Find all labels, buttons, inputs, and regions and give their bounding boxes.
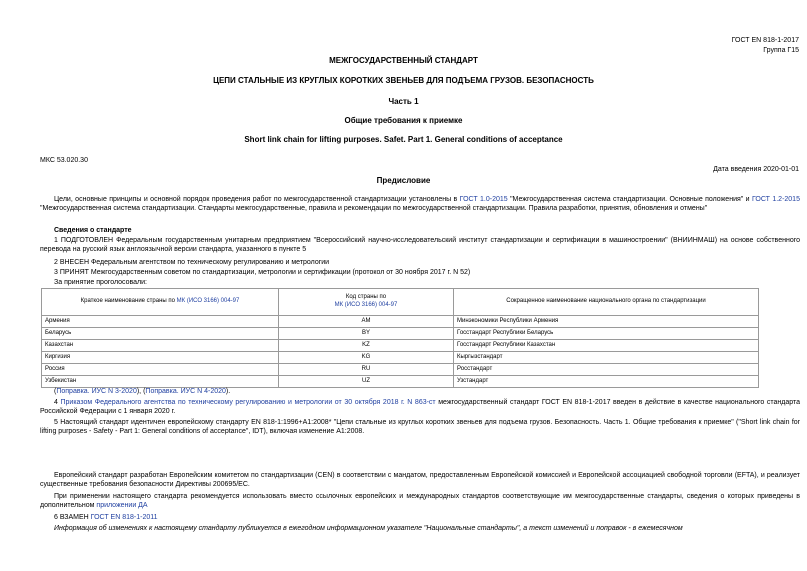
group-code: Группа Г15 bbox=[763, 47, 799, 54]
amendments-line bbox=[54, 387, 230, 396]
col-country-header-text: Краткое наименование страны по bbox=[80, 298, 177, 305]
gost-1-2-link[interactable]: ГОСТ 1.2-2015 bbox=[751, 196, 800, 203]
document-title: ЦЕПИ СТАЛЬНЫЕ ИЗ КРУГЛЫХ КОРОТКИХ ЗВЕНЬЕВ ДЛЯ ПОДЪЕМА ГРУЗОВ. БЕЗОПАСНОСТЬ bbox=[213, 76, 594, 85]
doc-code: ГОСТ EN 818-1-2017 bbox=[731, 37, 799, 44]
mks-code: МКС 53.020.30 bbox=[40, 157, 88, 164]
code-cell: UZ bbox=[279, 376, 454, 388]
part-label: Часть 1 bbox=[388, 97, 419, 106]
body-cell: Росстандарт bbox=[454, 364, 759, 376]
code-cell: BY bbox=[279, 328, 454, 340]
amendment-link-1[interactable]: Поправка. ИУС N 3-2020 bbox=[56, 388, 137, 395]
table-row bbox=[42, 340, 759, 352]
item-5: 5 Настоящий стандарт идентичен европейскому стандарту EN 818-1:1996+A1:2008* "Цепи стальные из круглых коротких звеньев для подъема грузов. Безопасность. Часть 1. Общие требования к приемке" ("Short link chain for lifting purposes - Safety - Part 1: General conditions of acceptance", IDT), включая изменение A1:2008. bbox=[40, 419, 800, 436]
intro-date: Дата введения 2020-01-01 bbox=[713, 166, 799, 173]
amendment-link-2[interactable]: Поправка. ИУС N 4-2020 bbox=[145, 388, 226, 395]
body-cell: Узстандарт bbox=[454, 376, 759, 388]
item-2: 2 ВНЕСЕН Федеральным агентством по техническому регулированию и метрологии bbox=[54, 259, 330, 266]
col-body-header: Сокращенное наименование национального органа по стандартизации bbox=[454, 289, 759, 316]
item-4-num: 4 bbox=[54, 399, 61, 406]
mk-link-header-1[interactable]: МК (ИСО 3166) 004-97 bbox=[176, 298, 240, 305]
col-code-header bbox=[279, 289, 454, 316]
col-country-header bbox=[42, 289, 279, 316]
member-countries-table bbox=[41, 288, 759, 388]
application-text: При применении настоящего стандарта рекомендуется использовать вместо ссылочных европейских и международных стандартов соответствующие им межгосударственные стандарты, сведения о которых приведены в дополнительном bbox=[40, 493, 800, 510]
european-standard-paragraph: Европейский стандарт разработан Европейским комитетом по стандартизации (CEN) в соответствии с мандатом, предоставленным Европейской комиссией и Европейской ассоциацией свободной торговли (EFTA), и реализует существенные требования безопасности Директивы 200695/ЕС. bbox=[40, 472, 800, 489]
amend-close: ). bbox=[225, 388, 231, 395]
code-cell: KG bbox=[279, 352, 454, 364]
application-paragraph bbox=[40, 492, 800, 510]
item-4-text: межгосударственный стандарт ГОСТ EN 818-1-2017 введен в действие в качестве национального стандарта Российской Федерации с 1 января 2020 г. bbox=[40, 399, 800, 416]
item-3: 3 ПРИНЯТ Межгосударственным советом по стандартизации, метрологии и сертификации (протокол от 30 ноября 2017 г. N 52) bbox=[54, 269, 471, 276]
foreword-text-2: "Межгосударственная система стандартизации. Основные положения" и bbox=[507, 196, 752, 203]
country-cell: Беларусь bbox=[42, 328, 279, 340]
voted-label: За принятие проголосовали: bbox=[54, 279, 147, 286]
code-cell: AM bbox=[279, 316, 454, 328]
table-row bbox=[42, 328, 759, 340]
col-code-header-text: Код страны по bbox=[345, 294, 387, 301]
foreword-heading: Предисловие bbox=[376, 176, 431, 185]
foreword-text-3: "Межгосударственная система стандартизации. Стандарты межгосударственные, правила и рекомендации по межгосударственной стандартизации. Правила разработки, принятия, обновления и отмены" bbox=[40, 205, 708, 213]
table-row bbox=[42, 364, 759, 376]
amend-open: ( bbox=[54, 388, 57, 395]
about-heading: Сведения о стандарте bbox=[54, 227, 132, 234]
appendix-da-link[interactable]: приложении ДА bbox=[96, 502, 148, 510]
body-cell: Госстандарт Республики Беларусь bbox=[454, 328, 759, 340]
item-6-text: 6 ВЗАМЕН bbox=[54, 514, 91, 521]
item-4 bbox=[40, 398, 800, 416]
order-link[interactable]: Приказом Федерального агентства по техническому регулированию и метрологии от 30 октября 2018 г. N 863-ст bbox=[60, 399, 436, 406]
gost-1-0-link[interactable]: ГОСТ 1.0-2015 bbox=[459, 196, 508, 203]
country-cell: Киргизия bbox=[42, 352, 279, 364]
amend-mid: ), ( bbox=[136, 388, 146, 395]
body-cell: Минэкономики Республики Армения bbox=[454, 316, 759, 328]
standard-kind: МЕЖГОСУДАРСТВЕННЫЙ СТАНДАРТ bbox=[329, 56, 478, 65]
code-cell: RU bbox=[279, 364, 454, 376]
english-title: Short link chain for lifting purposes. Safet. Part 1. General conditions of acceptance bbox=[244, 135, 563, 144]
item-1: 1 ПОДГОТОВЛЕН Федеральным государственным унитарным предприятием "Всероссийский научно-исследовательский институт стандартизации и сертификации в машиностроении" (ВНИИНМАШ) на основе собственного перевода на русский язык англоязычной версии стандарта, указанного в пункте 5 bbox=[40, 237, 800, 254]
country-cell: Казахстан bbox=[42, 340, 279, 352]
body-cell: Госстандарт Республики Казахстан bbox=[454, 340, 759, 352]
table-row bbox=[42, 376, 759, 388]
item-6 bbox=[54, 513, 158, 522]
mk-link-header-2[interactable]: МК (ИСО 3166) 004-97 bbox=[334, 302, 398, 308]
foreword-paragraph bbox=[40, 195, 800, 213]
foreword-text-1: Цели, основные принципы и основной порядок проведения работ по межгосударственной стандартизации установлены в bbox=[54, 196, 460, 203]
country-cell: Узбекистан bbox=[42, 376, 279, 388]
info-paragraph: Информация об изменениях к настоящему стандарту публикуется в ежегодном информационном указателе "Национальные стандарты", а текст изменений и поправок - в ежемесячном bbox=[54, 525, 683, 532]
body-cell: Кыргызстандарт bbox=[454, 352, 759, 364]
part-subtitle: Общие требования к приемке bbox=[344, 116, 463, 125]
replaced-gost-link[interactable]: ГОСТ EN 818-1-2011 bbox=[90, 514, 158, 521]
table-row bbox=[42, 352, 759, 364]
country-cell: Армения bbox=[42, 316, 279, 328]
country-cell: Россия bbox=[42, 364, 279, 376]
table-row bbox=[42, 316, 759, 328]
code-cell: KZ bbox=[279, 340, 454, 352]
